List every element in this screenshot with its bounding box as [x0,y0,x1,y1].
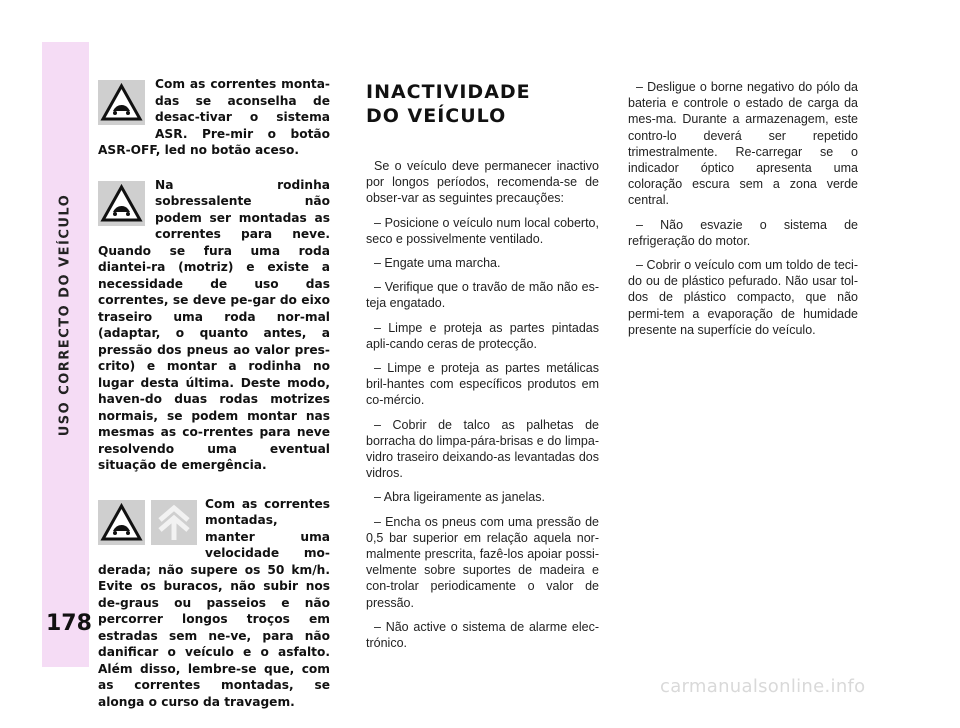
paragraph: – Limpe e proteja as partes metálicas bril-hantes com específicos produtos em co-mércio. [366,361,599,408]
watermark: carmanualsonline.info [660,676,866,697]
chevron-up-icon [151,500,197,545]
main-column [366,80,599,659]
warning-block-2 [98,177,330,474]
main-body [366,158,599,651]
paragraph: – Verifique que o travão de mão não es-teja engatado. [366,280,599,311]
warning-triangle-icon [98,80,145,125]
warning-block-3 [98,496,330,711]
warning-triangle-icon [98,500,145,545]
warning-text: Com as correntes montadas, manter uma velocidade mo-derada; não supere os 50 km/h. Evite os buracos, não subir nos de-graus ou passeios e não percorrer longos troços em estradas sem ne-ve, para não danificar o veículo e o asfalto. Além disso, lembre-se que, com as correntes montadas, se alonga o curso da travagem. [98,496,330,709]
paragraph: – Desligue o borne negativo do pólo da bateria e controle o estado de carga da mes-ma. Durante a armazenagem, este contro-lo deverá ser repetido trimestralmente. Re-carregar se o indicador óptico apresenta uma coloração escura sem a zona verde central. [628,80,858,208]
paragraph: – Abra ligeiramente as janelas. [374,490,545,505]
right-body [628,79,858,338]
paragraph: – Encha os pneus com uma pressão de 0,5 bar superior em relação aquela nor-malmente prescrita, fazê-los apoiar possi-velmente sobre suportes de madeira e con-trolar periodicamente o valor de pressão. [366,514,599,610]
left-column [98,76,330,728]
warning-block-1 [98,76,330,159]
section-header-text: USO CORRECTO DO VEÍCULO [57,193,73,437]
title-line-2: DO VEÍCULO [366,105,507,127]
paragraph: Se o veículo deve permanecer inactivo por longos períodos, recomenda-se de obser-var as seguintes precauções: [366,159,599,206]
paragraph: – Não esvazie o sistema de refrigeração do motor. [628,217,858,248]
paragraph: – Não active o sistema de alarme elec-trónico. [366,619,599,651]
paragraph: – Limpe e proteja as partes pintadas apli-cando ceras de protecção. [366,320,599,351]
warning-triangle-icon [98,181,145,226]
title-line-1: INACTIVIDADE [366,81,531,103]
page-title [366,80,599,128]
section-header [50,193,80,437]
paragraph: – Engate uma marcha. [374,256,501,271]
paragraph: – Posicione o veículo num local coberto, seco e possivelmente ventilado. [366,215,599,246]
warning-text: Com as correntes monta-das se aconselha de desac-tivar o sistema ASR. Pre-mir o botão ASR-OFF, led no botão aceso. [98,77,330,157]
paragraph: – Cobrir o veículo com um toldo de teci-do ou de plástico pefurado. Não usar tol-dos de plástico compacto, que não permi-tem a evaporação de humidade presente na superfície do veículo. [628,258,858,337]
paragraph: – Cobrir de talco as palhetas de borracha do limpa-pára-brisas e do limpa-vidro traseiro deixando-as levantadas dos vidros. [366,417,599,481]
page-number: 178 [46,611,92,636]
right-column [628,79,858,346]
warning-text: Na rodinha sobressalente não podem ser montadas as correntes para neve. Quando se fura uma roda diantei-ra (motriz) e existe a necessidade de uso das correntes, se deve pe-gar do eixo traseiro uma roda nor-mal (adaptar, o quanto antes, a pressão dos pneus ao valor pres-crito) e montar a rodinha no lugar desta última. Deste modo, haven-do duas rodas motrizes normais, se podem montar nas mesmas as co-rrentes para neve resolvendo uma eventual situação de emergência. [98,177,330,472]
